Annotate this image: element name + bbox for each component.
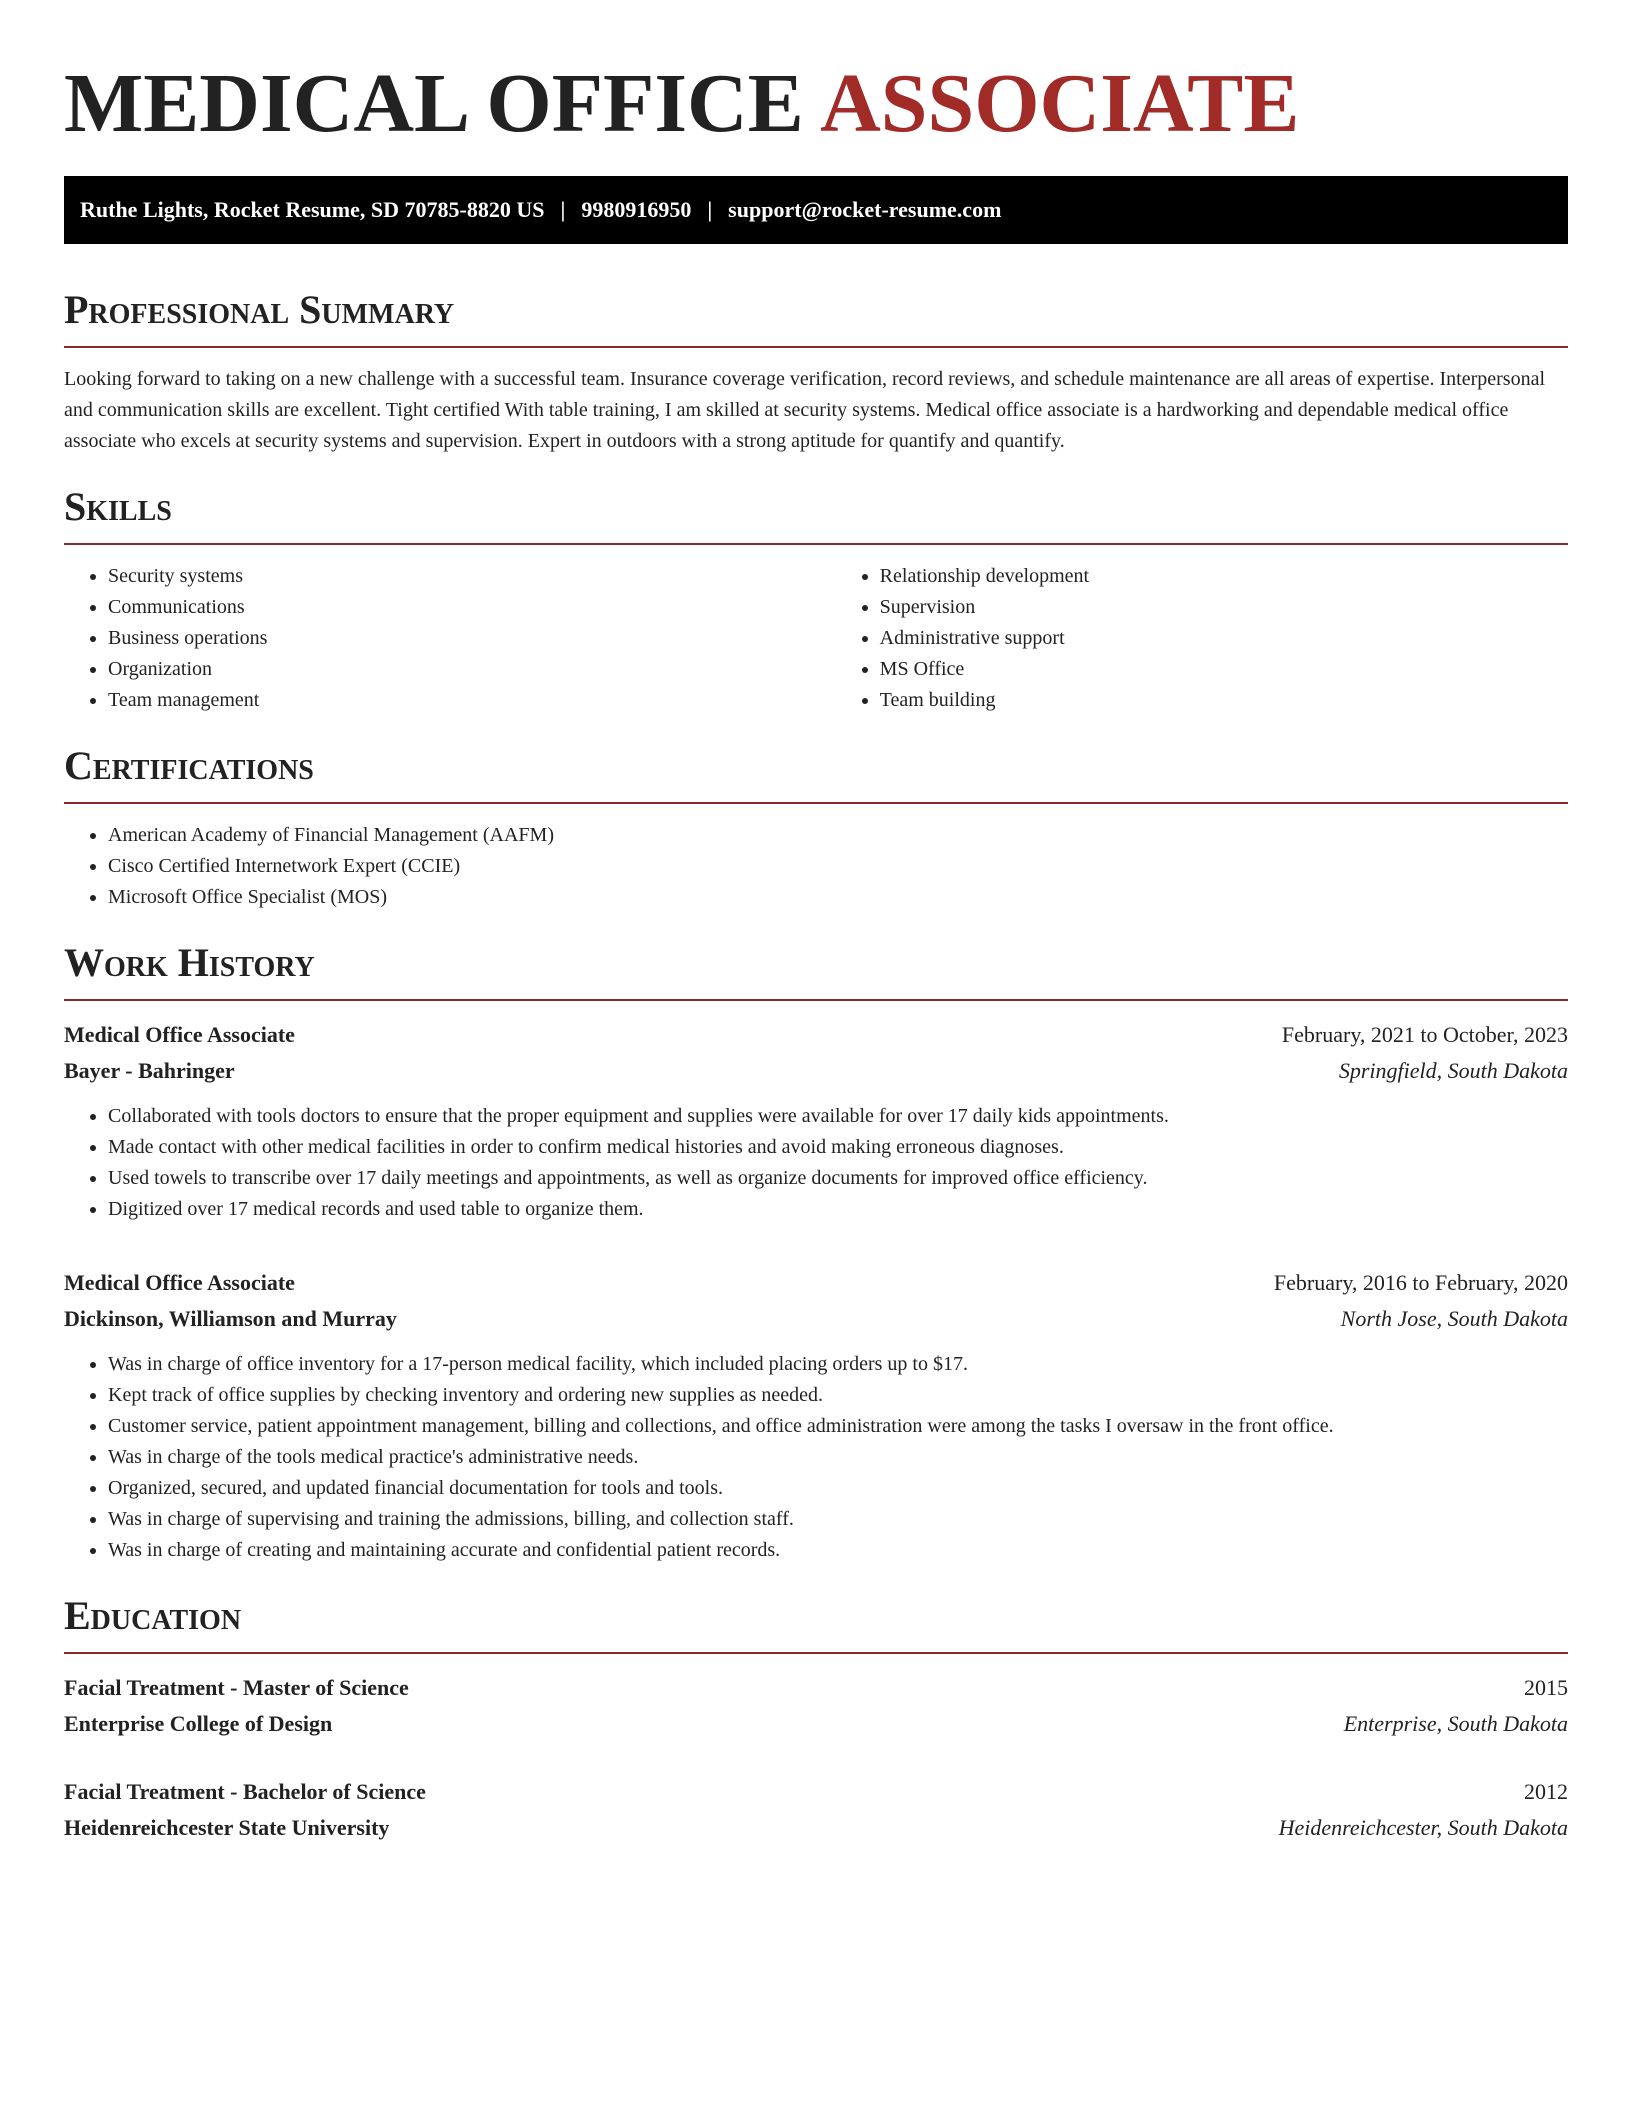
title-part-1: MEDICAL OFFICE	[64, 57, 821, 150]
section-divider	[64, 999, 1568, 1001]
skill-item: • Organization	[108, 654, 836, 685]
work-history-section	[64, 941, 1568, 1566]
contact-separator: |	[707, 197, 713, 222]
education-year: 2015	[1524, 1675, 1568, 1700]
section-divider	[64, 1652, 1568, 1654]
education-entry	[64, 1670, 1568, 1742]
contact-email[interactable]: support@rocket-resume.com	[728, 197, 1002, 222]
job-bullets	[64, 1349, 1568, 1566]
education-degree: Facial Treatment - Master of Science	[64, 1675, 409, 1700]
job-dates: February, 2021 to October, 2023	[1281, 1022, 1568, 1047]
section-divider	[64, 802, 1568, 804]
education-header-row	[64, 1774, 1568, 1810]
job-location: North Jose, South Dakota	[1340, 1306, 1568, 1331]
job-company: Dickinson, Williamson and Murray	[64, 1306, 397, 1331]
summary-section	[64, 288, 1568, 457]
summary-text: Looking forward to taking on a new challenge with a successful team. Insurance coverage verification, record reviews, and schedule maintenance are all areas of expertise. Interpersonal and communication skills are excellent. Tight certified With table training, I am skilled at security systems. Medical office associate is a hardworking and dependable medical office associate who excels at security systems and supervision. Expert in outdoors with a strong aptitude for quantify and quantify.	[64, 368, 1546, 452]
job-bullet: • Was in charge of the tools medical practice's administrative needs.	[108, 1442, 1568, 1473]
job-bullet: • Customer service, patient appointment management, billing and collections, and office administration were among the tasks I oversaw in the front office.	[108, 1411, 1568, 1442]
education-section	[64, 1594, 1568, 1846]
education-school-row	[64, 1706, 1568, 1742]
skill-item: • Business operations	[108, 623, 836, 654]
certifications-list	[64, 820, 1568, 913]
job-bullet: • Used towels to transcribe over 17 daily meetings and appointments, as well as organize documents for improved office efficiency.	[108, 1163, 1568, 1194]
job-bullet: • Collaborated with tools doctors to ensure that the proper equipment and supplies were available for over 17 daily kids appointments.	[108, 1101, 1568, 1132]
summary-heading: Professional Summary	[64, 287, 455, 332]
job-entry	[64, 1265, 1568, 1566]
education-school: Enterprise College of Design	[64, 1711, 333, 1736]
contact-phone[interactable]: 9980916950	[581, 197, 692, 222]
contact-bar	[64, 176, 1568, 244]
job-bullet: • Organized, secured, and updated financial documentation for tools and tools.	[108, 1473, 1568, 1504]
contact-separator: |	[560, 197, 566, 222]
work-history-heading: Work History	[64, 940, 315, 985]
skills-section	[64, 485, 1568, 716]
job-company: Bayer - Bahringer	[64, 1058, 235, 1083]
job-bullets	[64, 1101, 1568, 1225]
skill-item: • Communications	[108, 592, 836, 623]
skills-heading: Skills	[64, 484, 172, 529]
job-title: Medical Office Associate	[64, 1270, 295, 1295]
skill-item: • Team management	[108, 685, 836, 716]
certification-item: • American Academy of Financial Management (AAFM)	[108, 820, 1568, 851]
title-part-2: ASSOCIATE	[820, 57, 1300, 150]
education-degree: Facial Treatment - Bachelor of Science	[64, 1779, 426, 1804]
education-year: 2012	[1524, 1779, 1568, 1804]
certification-item: • Cisco Certified Internetwork Expert (CCIE)	[108, 851, 1568, 882]
job-bullet: • Digitized over 17 medical records and used table to organize them.	[108, 1194, 1568, 1225]
resume-title	[64, 0, 1568, 154]
education-school-row	[64, 1810, 1568, 1846]
skill-item: • MS Office	[880, 654, 1568, 685]
resume-page	[64, 0, 1568, 1846]
job-bullet: • Was in charge of supervising and training the admissions, billing, and collection staff.	[108, 1504, 1568, 1535]
skill-item: • Team building	[880, 685, 1568, 716]
skill-item: • Administrative support	[880, 623, 1568, 654]
certifications-heading: Certifications	[64, 743, 314, 788]
skills-list-right	[836, 561, 1568, 716]
skill-item: • Supervision	[880, 592, 1568, 623]
section-divider	[64, 346, 1568, 348]
education-heading: Education	[64, 1593, 242, 1638]
skills-columns	[64, 545, 1568, 716]
skills-list-left	[64, 561, 836, 716]
certification-item: • Microsoft Office Specialist (MOS)	[108, 882, 1568, 913]
skill-item: • Security systems	[108, 561, 836, 592]
job-location: Springfield, South Dakota	[1338, 1058, 1568, 1083]
job-header-row	[64, 1265, 1568, 1301]
contact-address: Ruthe Lights, Rocket Resume, SD 70785-8820 US	[80, 197, 545, 222]
job-bullet: • Was in charge of office inventory for a 17-person medical facility, which included placing orders up to $17.	[108, 1349, 1568, 1380]
job-header-row	[64, 1017, 1568, 1053]
education-location: Heidenreichcester, South Dakota	[1278, 1815, 1568, 1840]
education-school: Heidenreichcester State University	[64, 1815, 390, 1840]
certifications-section	[64, 744, 1568, 913]
job-bullet: • Made contact with other medical facilities in order to confirm medical histories and avoid making erroneous diagnoses.	[108, 1132, 1568, 1163]
education-location: Enterprise, South Dakota	[1343, 1711, 1568, 1736]
job-entry	[64, 1017, 1568, 1225]
skill-item: • Relationship development	[880, 561, 1568, 592]
education-entry	[64, 1774, 1568, 1846]
job-dates: February, 2016 to February, 2020	[1273, 1270, 1568, 1295]
job-company-row	[64, 1053, 1568, 1089]
job-bullet: • Kept track of office supplies by checking inventory and ordering new supplies as needed.	[108, 1380, 1568, 1411]
job-title: Medical Office Associate	[64, 1022, 295, 1047]
job-bullet: • Was in charge of creating and maintaining accurate and confidential patient records.	[108, 1535, 1568, 1566]
education-header-row	[64, 1670, 1568, 1706]
job-company-row	[64, 1301, 1568, 1337]
